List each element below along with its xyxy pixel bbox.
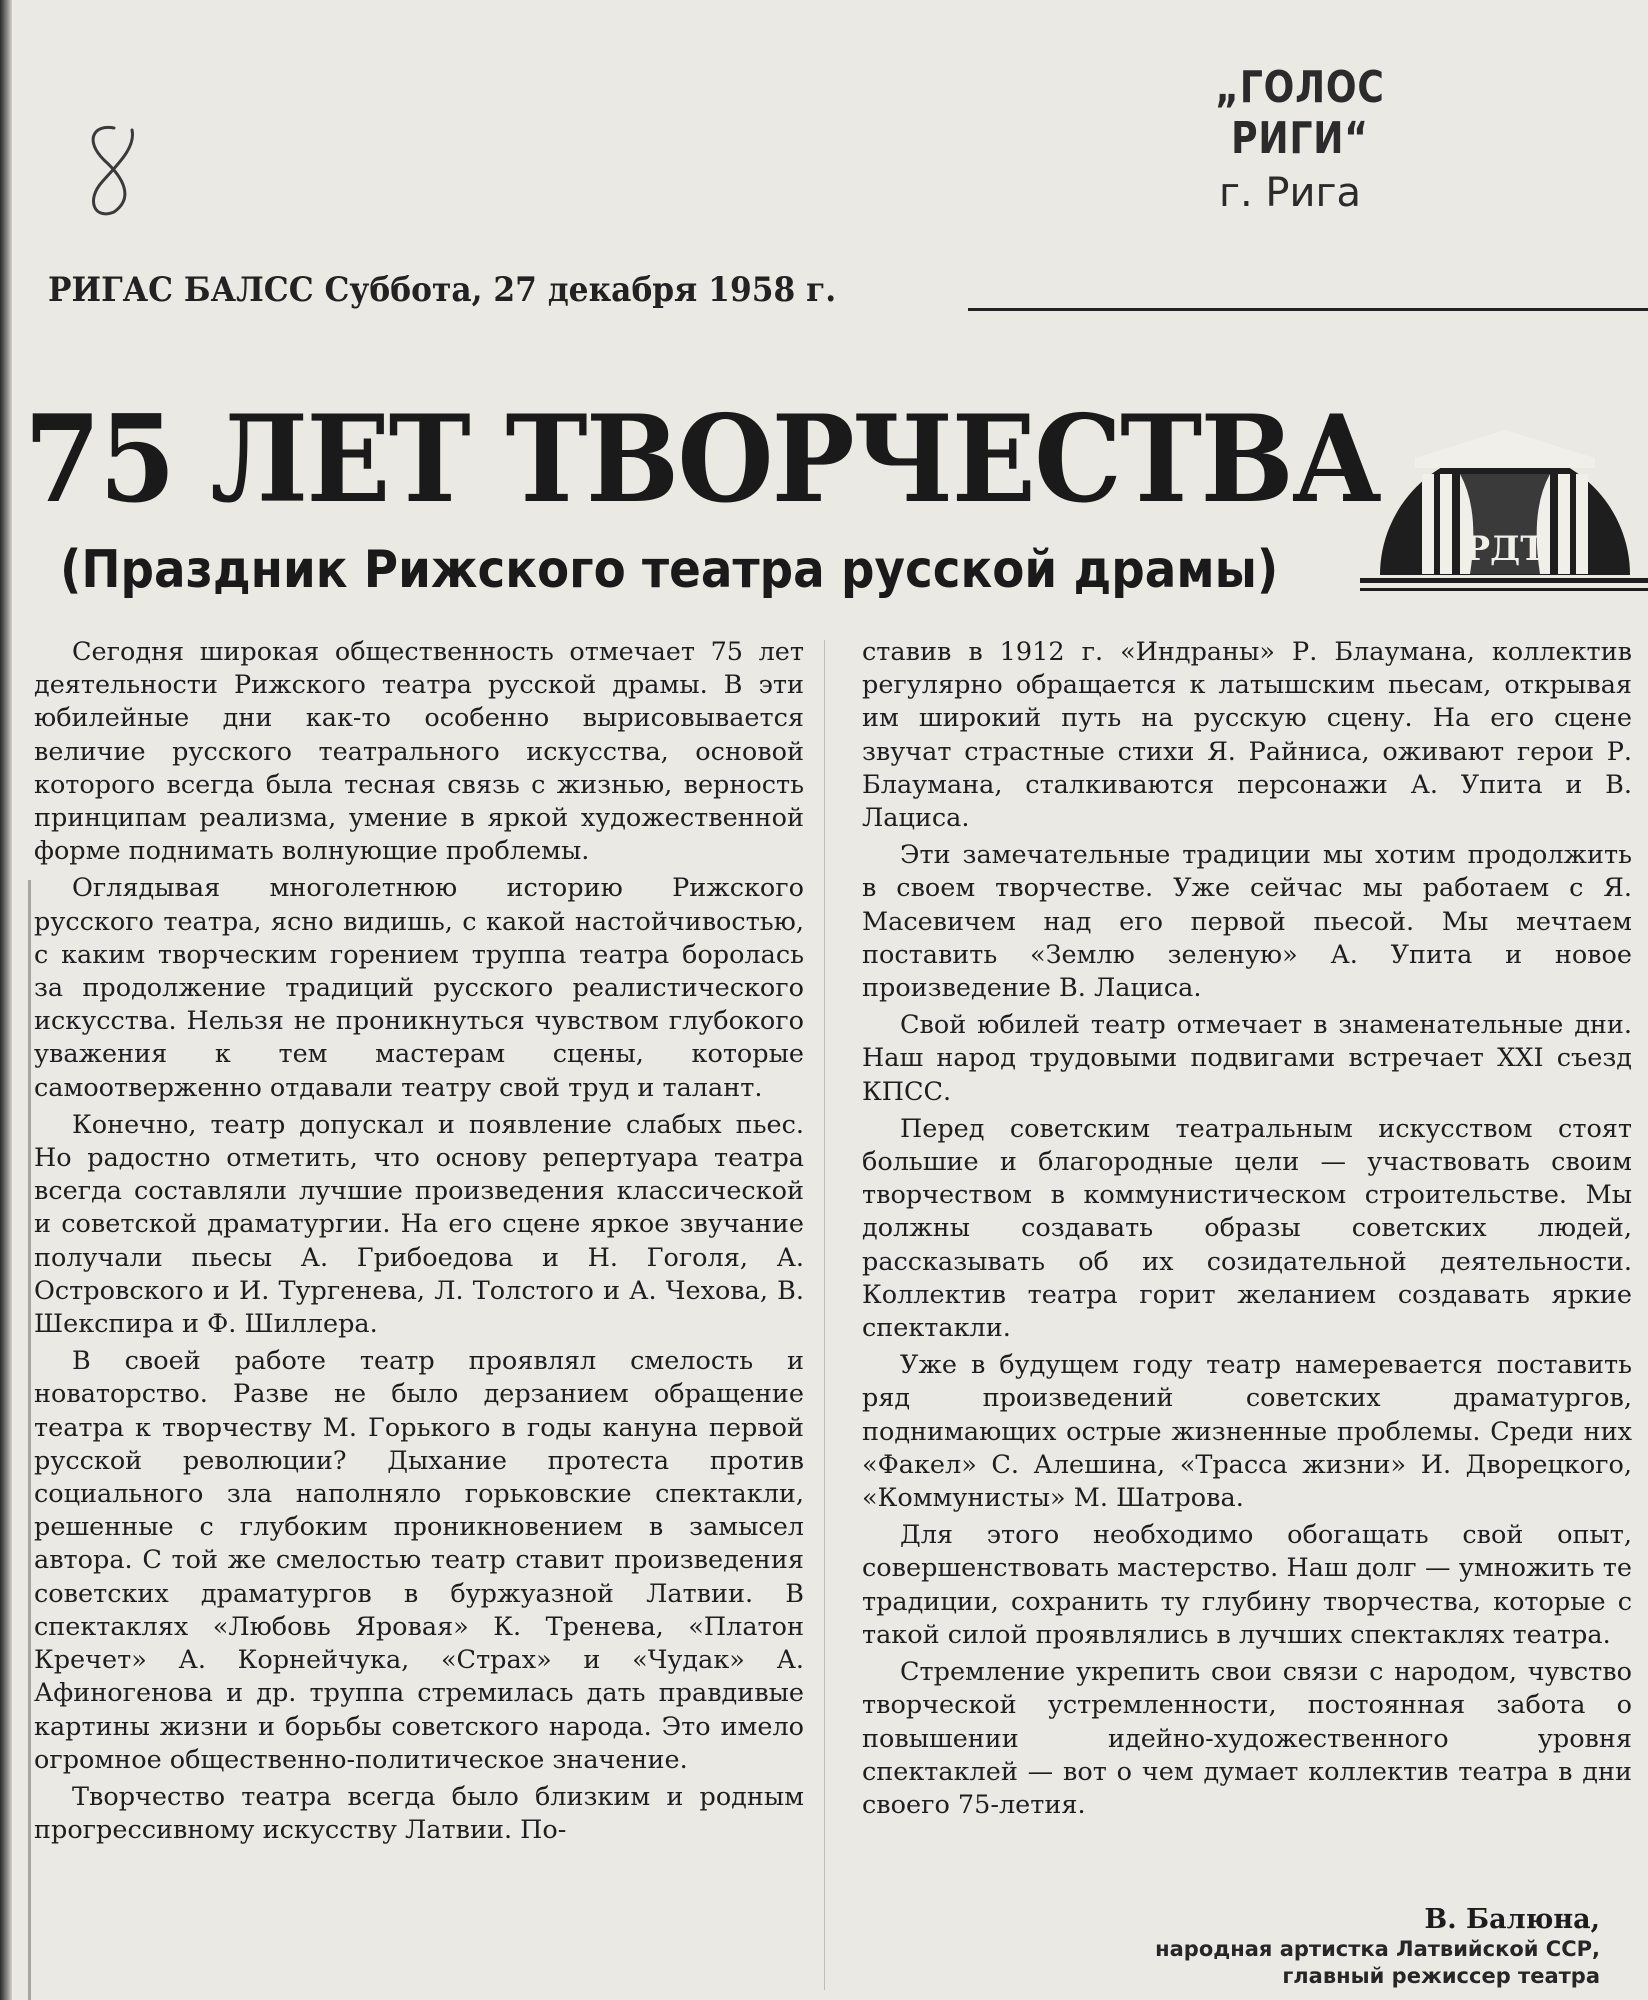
clipping-left-rule <box>28 880 31 2000</box>
paragraph: Эти замечательные традиции мы хотим продолжить в своем творчестве. Уже сейчас мы работаем с Я. Масевичем над его первой пьесой. Мы мечтаем поставить «Землю зеленую» А. Упита и новое произведение В. Лациса. <box>862 840 1632 1004</box>
paragraph: Творчество театра всегда было близким и родным прогрессивному искусству Латвии. По- <box>34 1781 804 1846</box>
paragraph: В своей работе театр проявлял смелость и новаторство. Разве не было дерзанием обращение театра к творчеству М. Горького в годы кануна первой русской революции? Дыхание протеста против социального зла наполняло горьковские спектакли, решенные с глубоким проникновением в замысел автора. С той же смелостью театр ставит произведения советских драматургов в буржуазной Латвии. В спектаклях «Любовь Яровая» К. Тренева, «Платон Кречет» А. Корнейчука, «Страх» и «Чудак» А. Афиногенова и др. труппа стремилась дать правдивые картины жизни и борьбы советского народа. Это имело огромное общественно-политическое значение. <box>34 1346 804 1775</box>
author-title-line-2: главный режиссер театра <box>1282 1964 1600 1988</box>
paragraph: Конечно, театр допускал и появление слабых пьес. Но радостно отметить, что основу репертуара театра всегда составляли лучшие произведения классической и советской драматургии. На его сцене яркое звучание получали пьесы А. Грибоедова и Н. Гоголя, А. Островского и И. Тургенева, Л. Толстого и А. Чехова, В. Шекспира и Ф. Шиллера. <box>34 1109 804 1340</box>
theatre-emblem-icon <box>1360 400 1648 615</box>
publication-stamp <box>1120 62 1480 216</box>
paragraph: Стремление укрепить свои связи с народом, чувство творческой устремленности, постоянная забота о повышении идейно-художественного уровня спектаклей — вот о чем думает коллектив театра в дни своего 75-летия. <box>862 1657 1632 1820</box>
stamp-title: „ГОЛОС РИГИ“ <box>1215 62 1385 164</box>
paragraph: Уже в будущем году театр намеревается поставить ряд произведений советских драматургов, поднимающих острые жизненные проблемы. Среди них «Факел» С. Алешина, «Трасса жизни» И. Дворецкого, «Коммунисты» М. Шатрова. <box>862 1350 1632 1514</box>
scan-edge <box>0 0 12 2000</box>
author-name: В. Балюна, <box>1424 1904 1600 1935</box>
handwritten-page-number <box>74 120 154 220</box>
paragraph: Оглядывая многолетнюю историю Рижского русского театра, ясно видишь, с какой настойчивостью, с каким творческим горением труппа театра боролась за продолжение традиций русского реалистического искусства. Нельзя не проникнуться чувством глубокого уважения к тем мастерам сцены, которые самоотверженно отдавали театру свой труд и талант. <box>34 873 804 1103</box>
subheadline: (Праздник Рижского театра русской драмы) <box>60 540 1279 600</box>
paragraph: ставив в 1912 г. «Индраны» Р. Блаумана, коллектив регулярно обращается к латышским пьесам, открывая им широкий путь на русскую сцену. На его сцене звучат страстные стихи Я. Райниса, оживают герои Р. Блаумана, сталкиваются персонажи А. Упита и В. Лациса. <box>862 637 1632 834</box>
article-left-column <box>34 636 804 1847</box>
svg-text:РДТ: РДТ <box>1464 529 1546 569</box>
paragraph: Свой юбилей театр отмечает в знаменательные дни. Наш народ трудовыми подвигами встречает XXI съезд КПСС. <box>862 1010 1632 1107</box>
paragraph: Для этого необходимо обогащать свой опыт, совершенствовать мастерство. Наш долг — умножить те традиции, сохранить ту глубину творчества, которые с такой силой проявлялись в лучших спектаклях театра. <box>862 1520 1632 1650</box>
column-divider <box>824 640 825 1990</box>
author-title-line-1: народная артистка Латвийской ССР, <box>1155 1937 1600 1961</box>
article-right-column <box>862 636 1632 1822</box>
dateline-rule <box>968 308 1648 311</box>
headline: 75 ЛЕТ ТВОРЧЕСТВА <box>24 389 1381 530</box>
author-title <box>980 1936 1600 1990</box>
paragraph: Сегодня широкая общественность отмечает 75 лет деятельности Рижского театра русской драмы. В эти юбилейные дни как-то особенно вырисовывается величие русского театрального искусства, основой которого всегда была тесная связь с жизнью, верность принципам реализма, умение в яркой художественной форме поднимать волнующие проблемы. <box>34 637 804 867</box>
dateline <box>48 270 1648 320</box>
dateline-text: РИГАС БАЛСС Суббота, 27 декабря 1958 г. <box>48 270 837 310</box>
stamp-city: г. Рига <box>1218 170 1362 216</box>
paragraph: Перед советским театральным искусством стоят большие и благородные цели — участвовать своим творчеством в коммунистическом строительстве. Мы должны создавать образы советских людей, рассказывать об их созидательной деятельности. Коллектив театра горит желанием создавать яркие спектакли. <box>862 1113 1632 1344</box>
